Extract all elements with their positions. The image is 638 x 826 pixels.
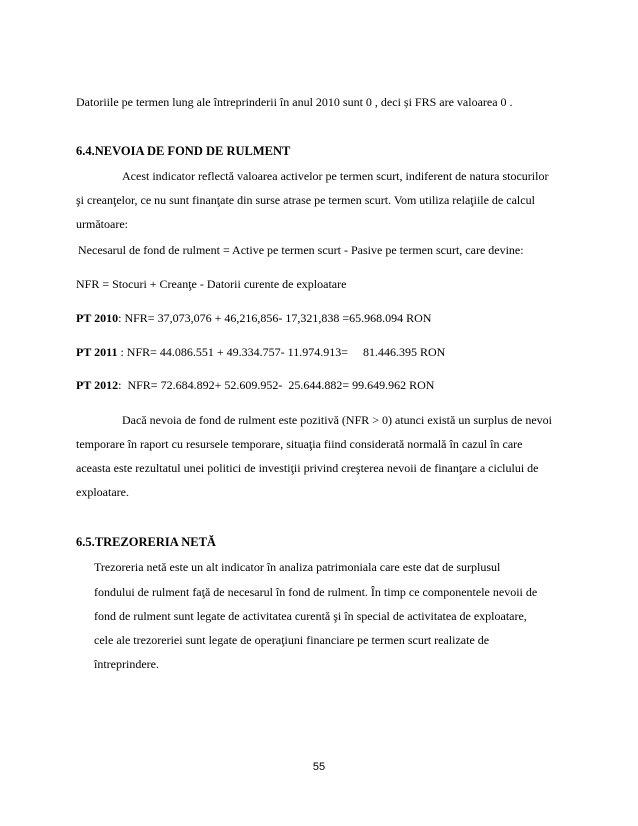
paragraph-line: cele ale trezoreriei sunt legate de operaţiuni financiare pe termen scurt realizate de <box>94 633 490 647</box>
paragraph-line: fondului de rulment faţă de necesarul în fond de rulment. În timp ce componentele nevoii de <box>94 585 538 599</box>
paragraph-line: Acest indicator reflectă valoarea activelor pe termen scurt, indiferent de natura stocurilor <box>122 169 549 183</box>
calculation-text: : NFR= 44.086.551 + 49.334.757- 11.974.913= 81.446.395 RON <box>117 345 446 359</box>
calculation-label: PT 2012 <box>76 378 119 392</box>
calculation-row <box>76 378 434 392</box>
paragraph-line: următoare: <box>76 217 128 231</box>
calculation-label: PT 2011 <box>76 345 118 359</box>
paragraph-line: temporare în raport cu resursele temporare, situaţia fiind considerată normală în cazul în care <box>76 437 523 451</box>
formula-nfr: NFR = Stocuri + Creanţe - Datorii curente de exploatare <box>76 277 347 291</box>
paragraph-line: şi creanţelor, ce nu sunt finanţate din surse atrase pe termen scurt. Vom utiliza relaţiile de calcul <box>76 193 535 207</box>
paragraph-line: fond de rulment sunt legate de activitatea curentă şi în special de activitatea de exploatare, <box>94 609 527 623</box>
page-number: 55 <box>312 761 326 773</box>
intro-text: Datoriile pe termen lung ale întreprinderii în anul 2010 sunt 0 , deci și FRS are valoarea 0 . <box>76 95 513 109</box>
calculation-row <box>76 345 445 359</box>
calculation-row <box>76 311 431 325</box>
paragraph-line: întreprindere. <box>94 657 159 671</box>
calculation-text: : NFR= 72.684.892+ 52.609.952- 25.644.882= 99.649.962 RON <box>118 378 435 392</box>
paragraph-line: Trezoreria netă este un alt indicator în analiza patrimoniala care este dat de surplusul <box>94 560 501 574</box>
paragraph-line: exploatare. <box>76 485 129 499</box>
calculation-text: : NFR= 37,073,076 + 46,216,856- 17,321,838 =65.968.094 RON <box>118 311 432 325</box>
section-heading-6-4: 6.4.NEVOIA DE FOND DE RULMENT <box>76 144 291 158</box>
calculation-label: PT 2010 <box>76 311 119 325</box>
paragraph-line: aceasta este rezultatul unei politici de investiţii privind creşterea nevoii de finanţare a ciclului de <box>76 461 539 475</box>
paragraph-line: Dacă nevoia de fond de rulment este pozitivă (NFR > 0) atunci există un surplus de nevoi <box>122 413 552 427</box>
formula-necesar: Necesarul de fond de rulment = Active pe termen scurt - Pasive pe termen scurt, care devine: <box>78 243 524 257</box>
section-heading-6-5: 6.5.TREZORERIA NETĂ <box>76 535 216 549</box>
